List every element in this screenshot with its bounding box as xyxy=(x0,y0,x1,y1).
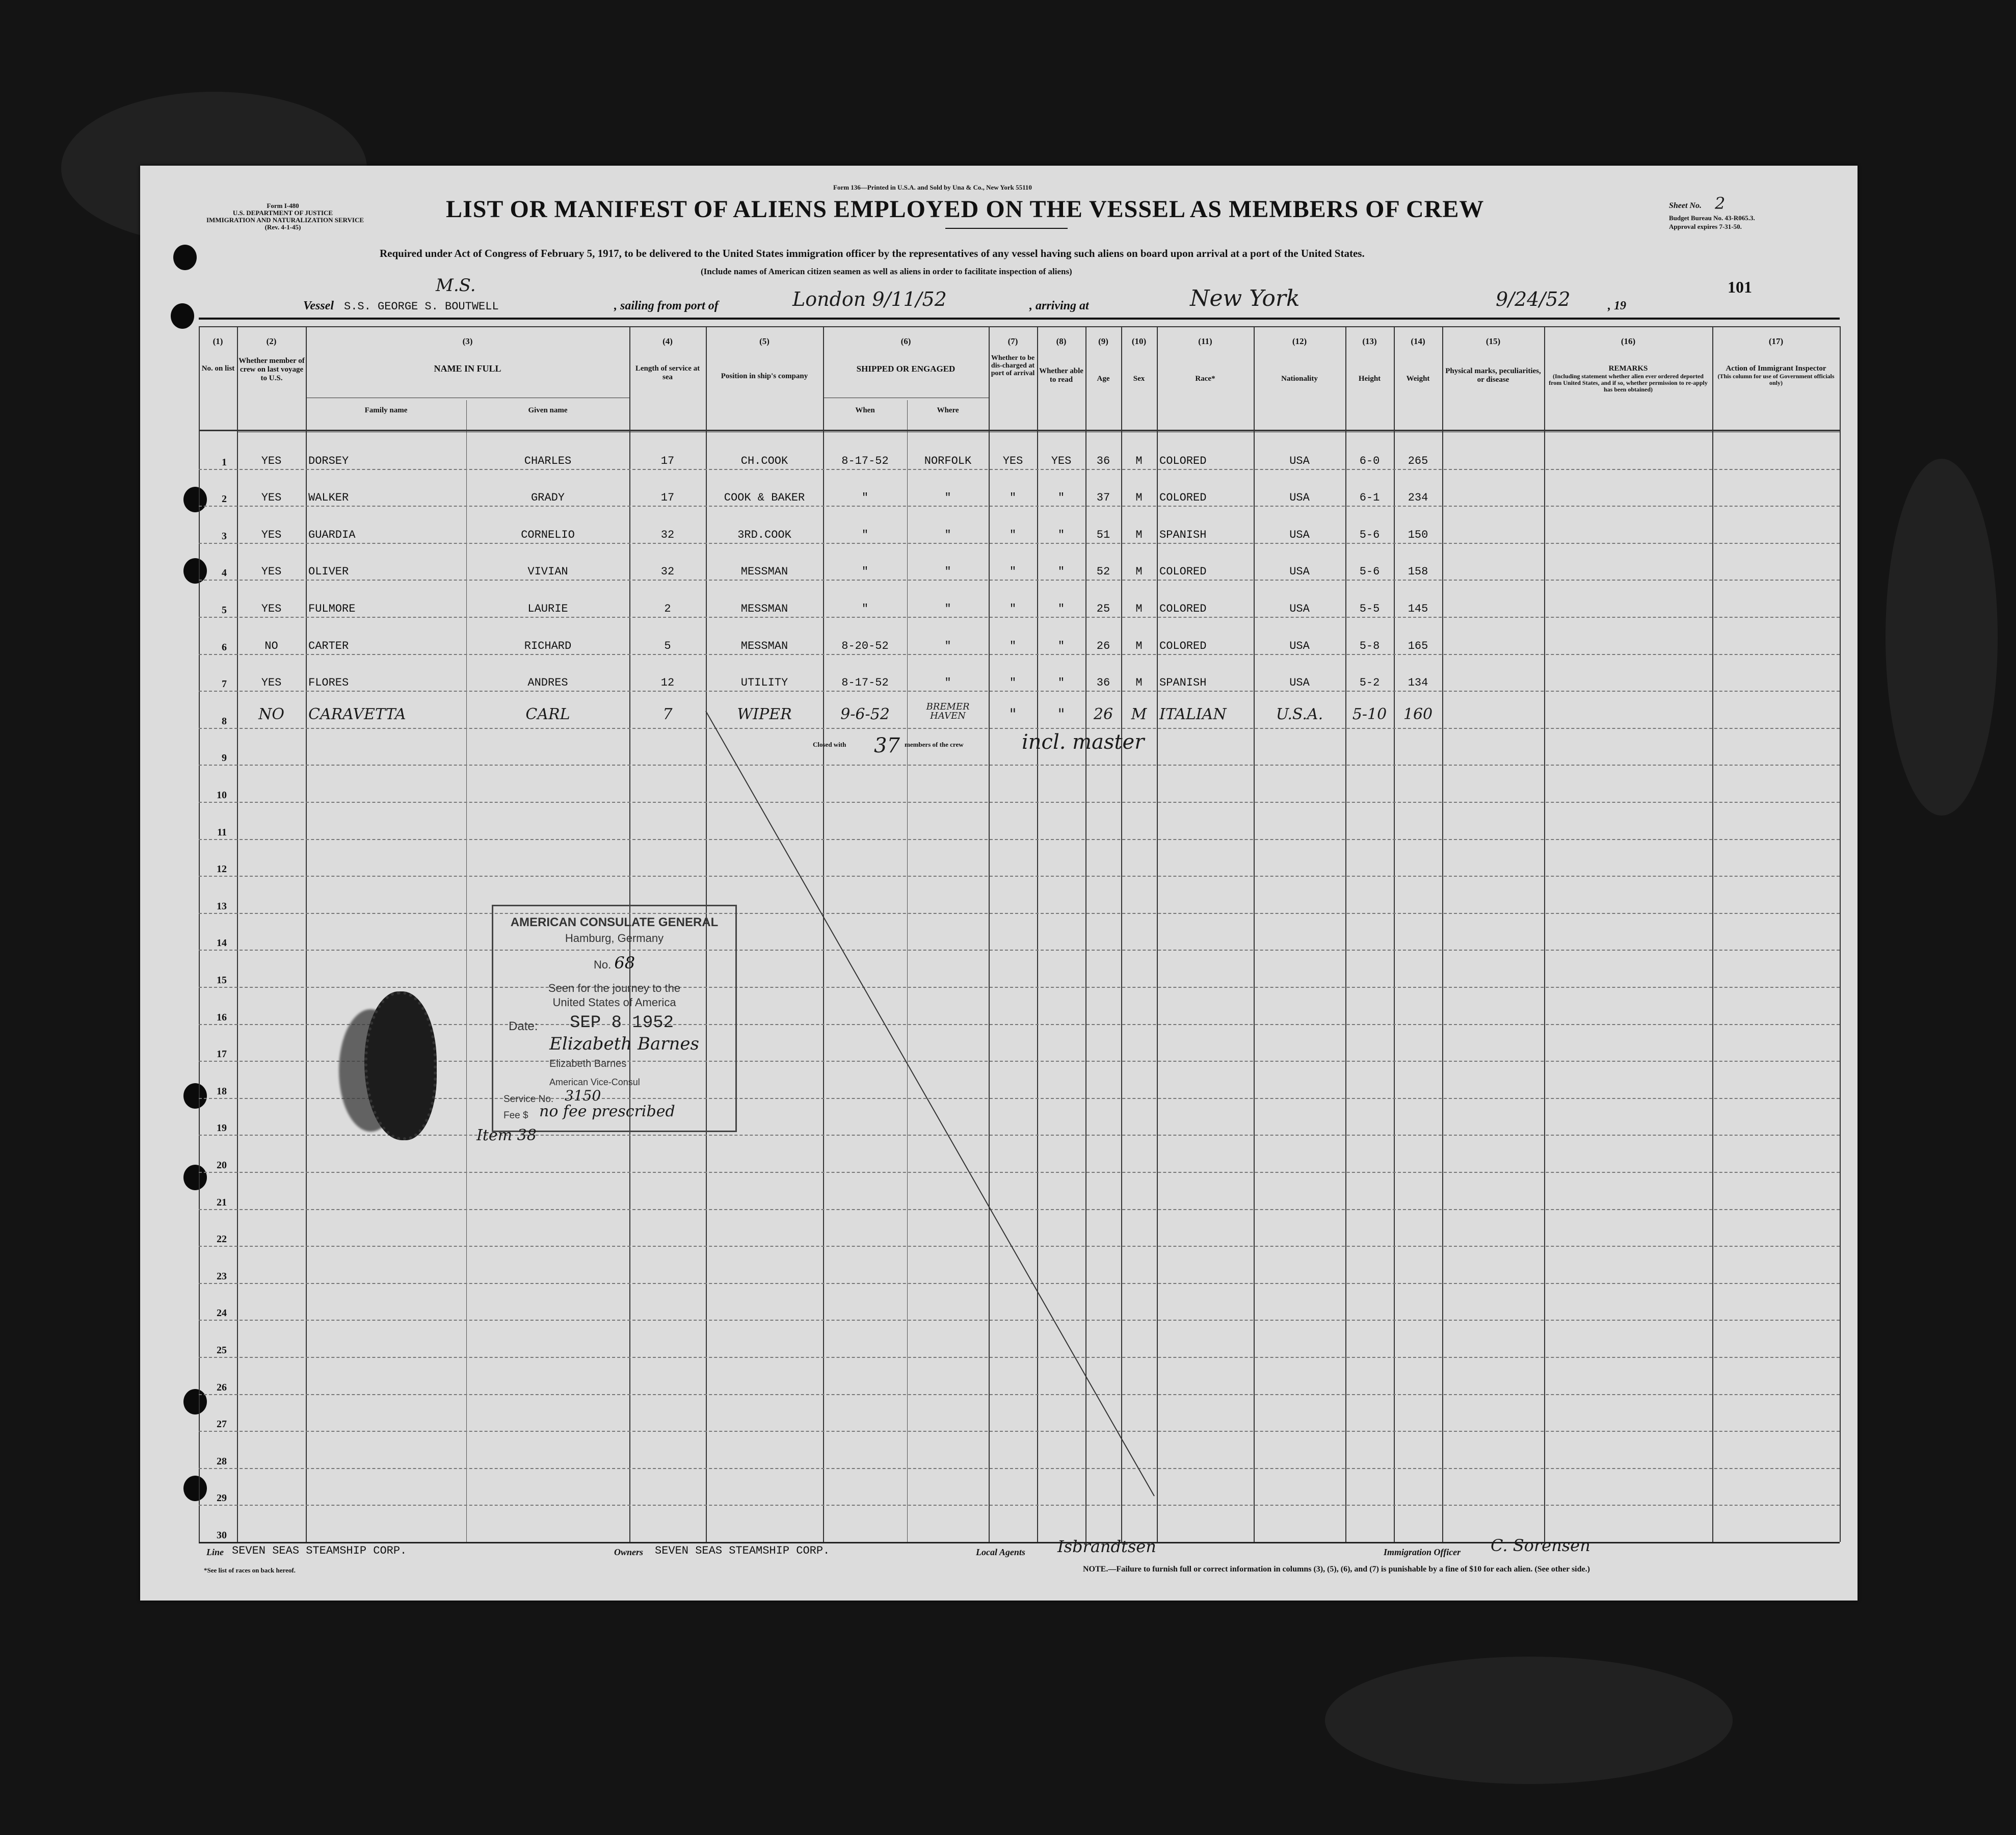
row-number: 2 xyxy=(222,493,227,505)
col-num-12: (12) xyxy=(1292,336,1307,346)
cell-age: 52 xyxy=(1096,565,1110,579)
col-num-8: (8) xyxy=(1056,336,1067,346)
row-number: 17 xyxy=(217,1048,227,1060)
cell-family: DORSEY xyxy=(308,454,349,467)
row-rule xyxy=(199,691,1840,692)
row-number: 15 xyxy=(217,975,227,986)
cell-race: COLORED xyxy=(1159,454,1207,467)
row-number: 26 xyxy=(217,1381,227,1393)
consulate-stamp xyxy=(492,905,737,1132)
cell-discharged: " xyxy=(1009,705,1017,723)
legal-requirement: Required under Act of Congress of February 5, 1917, to be delivered to the United States immigration officer by the representatives of any vessel having such aliens on board upon arrival at a port of the United States. xyxy=(380,247,1365,259)
cell-prev: YES xyxy=(261,565,282,579)
cell-length: 17 xyxy=(660,454,675,467)
hdr-remarks xyxy=(1544,364,1712,393)
row-rule xyxy=(199,506,1840,507)
cell-race: COLORED xyxy=(1159,491,1207,505)
row-number: 21 xyxy=(217,1196,227,1208)
cell-sex: M xyxy=(1135,639,1143,652)
cancel-stroke xyxy=(701,706,1159,1501)
cell-race: SPANISH xyxy=(1159,528,1207,541)
cell-prev: NO xyxy=(264,639,278,652)
cell-given: CHARLES xyxy=(524,454,572,467)
cell-where: " xyxy=(944,565,951,579)
row-rule xyxy=(199,1505,1840,1506)
stamp-no-label: No. xyxy=(593,958,612,971)
footer-line-value: SEVEN SEAS STEAMSHIP CORP. xyxy=(232,1544,407,1557)
cell-read: " xyxy=(1057,705,1065,723)
hdr-name-in-full: NAME IN FULL xyxy=(434,363,501,374)
hdr-weight: Weight xyxy=(1406,375,1430,383)
sailing-label: , sailing from port of xyxy=(614,299,719,312)
row-number: 4 xyxy=(222,567,227,579)
hdr-remarks-note: (Including statement whether alien ever ordered deported from United States, and if so, whether permission to re-apply has been obtained) xyxy=(1549,373,1708,393)
punch-hole xyxy=(173,245,197,270)
hdr-remarks-title: REMARKS xyxy=(1608,364,1648,373)
row-number: 10 xyxy=(217,790,227,801)
cell-read: " xyxy=(1057,565,1065,579)
cell-position: CH.COOK xyxy=(740,454,788,467)
approval-expiry: Approval expires 7-31-50. xyxy=(1669,223,1742,230)
row-number: 18 xyxy=(217,1085,227,1097)
row-number: 19 xyxy=(217,1122,227,1134)
row-number: 24 xyxy=(217,1307,227,1319)
cell-given: ANDRES xyxy=(527,676,568,690)
cell-when: " xyxy=(861,491,869,505)
cell-read: " xyxy=(1057,491,1065,505)
row-number: 23 xyxy=(217,1270,227,1282)
cell-length: 12 xyxy=(660,676,675,690)
cell-length: 17 xyxy=(660,491,675,505)
stamp-usa: United States of America xyxy=(552,996,676,1009)
cell-where: " xyxy=(944,676,951,690)
port-of-departure: London 9/11/52 xyxy=(792,288,947,310)
include-note: (Include names of American citizen seamen as well as aliens in order to facilitate inspection of aliens) xyxy=(701,267,1072,276)
cell-prev: YES xyxy=(261,454,282,467)
cell-nationality: USA xyxy=(1289,491,1310,505)
cell-discharged: " xyxy=(1009,639,1017,652)
footer-penalty-note: NOTE.—Failure to furnish full or correct information in columns (3), (5), (6), and (7) is punishable by a fine of $10 for each alien. (See other side.) xyxy=(1083,1565,1590,1574)
row-number: 5 xyxy=(222,605,227,616)
cell-weight: 160 xyxy=(1403,705,1433,723)
cell-length: 7 xyxy=(662,705,673,723)
row-number: 25 xyxy=(217,1345,227,1356)
hdr-race: Race* xyxy=(1195,375,1215,383)
cell-family: GUARDIA xyxy=(308,528,356,541)
cell-nationality: USA xyxy=(1289,565,1310,579)
col-num-9: (9) xyxy=(1098,336,1108,346)
cell-sex: M xyxy=(1135,602,1143,615)
cell-height: 5-6 xyxy=(1359,528,1380,541)
row-rule xyxy=(199,617,1840,618)
film-texture xyxy=(1325,1657,1733,1784)
row-number: 13 xyxy=(217,900,227,912)
cell-nationality: U.S.A. xyxy=(1276,705,1323,723)
cell-given: VIVIAN xyxy=(527,565,568,579)
cell-weight: 134 xyxy=(1408,676,1428,690)
hdr-sex: Sex xyxy=(1133,375,1145,383)
cell-read: " xyxy=(1057,528,1065,541)
row-number: 28 xyxy=(217,1455,227,1467)
cell-length: 5 xyxy=(664,639,671,652)
stamp-number-row xyxy=(493,953,735,973)
cell-race: COLORED xyxy=(1159,639,1207,652)
cell-height: 5-2 xyxy=(1359,676,1380,690)
row-number: 20 xyxy=(217,1160,227,1171)
cell-given: RICHARD xyxy=(524,639,572,652)
stamp-item: Item 38 xyxy=(476,1126,537,1144)
row-number: 30 xyxy=(217,1530,227,1541)
crew-count: 37 xyxy=(874,734,900,757)
title-underline xyxy=(945,228,1068,229)
stamp-service-label: Service No. xyxy=(503,1094,554,1105)
cell-family: OLIVER xyxy=(308,565,349,579)
cell-sex: M xyxy=(1131,705,1147,723)
cell-when: " xyxy=(861,528,869,541)
cell-discharged: " xyxy=(1009,602,1017,615)
page-number: 101 xyxy=(1728,278,1752,296)
hdr-where: Where xyxy=(937,406,959,414)
footer-agents-label: Local Agents xyxy=(976,1547,1025,1557)
cell-where: " xyxy=(944,528,951,541)
hdr-when: When xyxy=(855,406,875,414)
col-num-3: (3) xyxy=(462,336,473,346)
cell-read: " xyxy=(1057,676,1065,690)
footer-officer-signature: C. Sorensen xyxy=(1491,1536,1590,1555)
cell-position: MESSMAN xyxy=(740,565,788,579)
stamp-date: SEP 8 1952 xyxy=(570,1013,674,1033)
footer-race-note: *See list of races on back hereof. xyxy=(204,1566,296,1574)
cell-read: " xyxy=(1057,639,1065,652)
sheet-label: Sheet No. xyxy=(1669,201,1702,210)
sheet-number: 2 xyxy=(1715,194,1726,213)
cell-nationality: USA xyxy=(1289,639,1310,652)
row-rule xyxy=(199,654,1840,655)
cell-when: 8-17-52 xyxy=(841,454,889,467)
cell-where: " xyxy=(944,602,951,615)
vessel-type-handwritten: M.S. xyxy=(436,275,476,296)
cell-when: " xyxy=(861,602,869,615)
cell-height: 6-1 xyxy=(1359,491,1380,505)
col-num-15: (15) xyxy=(1486,336,1501,346)
stamp-no: 68 xyxy=(614,953,635,973)
stamp-consul-name: Elizabeth Barnes xyxy=(549,1058,627,1069)
col-num-5: (5) xyxy=(759,336,770,346)
cell-sex: M xyxy=(1135,454,1143,467)
vessel-label: Vessel xyxy=(303,299,334,312)
cell-position: MESSMAN xyxy=(740,639,788,652)
col-num-14: (14) xyxy=(1411,336,1425,346)
row-number: 1 xyxy=(222,456,227,468)
hdr-able-to-read: Whether able to read xyxy=(1039,367,1083,384)
film-texture xyxy=(1886,459,1998,816)
cell-when: 8-20-52 xyxy=(841,639,889,652)
footer-line-label: Line xyxy=(206,1547,224,1557)
stamp-consul-title: American Vice-Consul xyxy=(549,1077,640,1087)
cell-discharged: " xyxy=(1009,676,1017,690)
row-number: 16 xyxy=(217,1011,227,1023)
cell-weight: 234 xyxy=(1408,491,1428,505)
cell-age: 26 xyxy=(1093,705,1113,723)
cell-age: 25 xyxy=(1096,602,1110,615)
cell-discharged: " xyxy=(1009,491,1017,505)
hdr-given-name: Given name xyxy=(528,406,568,414)
hdr-no-on-list: No. on list xyxy=(201,364,235,373)
row-number: 12 xyxy=(217,863,227,875)
cell-family: CARAVETTA xyxy=(308,705,406,723)
port-of-arrival: New York xyxy=(1190,285,1300,311)
col-num-6: (6) xyxy=(900,336,911,346)
cell-when: " xyxy=(861,565,869,579)
vessel-name: S.S. GEORGE S. BOUTWELL xyxy=(344,300,499,313)
cell-height: 5-10 xyxy=(1352,705,1387,723)
cell-read: YES xyxy=(1051,454,1072,467)
budget-bureau: Budget Bureau No. 43-R065.3. xyxy=(1669,214,1755,222)
row-number: 11 xyxy=(217,826,227,838)
hdr-family-name: Family name xyxy=(364,406,408,414)
cell-race: SPANISH xyxy=(1159,676,1207,690)
cell-sex: M xyxy=(1135,676,1143,690)
hdr-action-title: Action of Immigrant Inspector xyxy=(1726,364,1826,373)
cell-given: CARL xyxy=(525,705,570,723)
cell-height: 6-0 xyxy=(1359,454,1380,467)
cell-family: FULMORE xyxy=(308,602,356,615)
stamp-fee-label: Fee $ xyxy=(503,1110,528,1121)
stamp-city: Hamburg, Germany xyxy=(565,932,664,945)
cell-read: " xyxy=(1057,602,1065,615)
hdr-member-prev: Whether member of crew on last voyage to U.S. xyxy=(238,357,305,382)
cell-prev: YES xyxy=(261,676,282,690)
cell-age: 37 xyxy=(1096,491,1110,505)
cell-position: UTILITY xyxy=(740,676,788,690)
hdr-length-service: Length of service at sea xyxy=(635,364,700,381)
page-title: LIST OR MANIFEST OF ALIENS EMPLOYED ON THE VESSEL AS MEMBERS OF CREW xyxy=(446,196,1484,223)
form-number: Form I-480 xyxy=(267,202,299,209)
cell-race: ITALIAN xyxy=(1159,705,1227,723)
cell-nationality: USA xyxy=(1289,676,1310,690)
cell-given: GRADY xyxy=(530,491,565,505)
closed-with-label: Closed with xyxy=(813,741,846,748)
row-number: 8 xyxy=(222,715,227,727)
col-num-10: (10) xyxy=(1131,336,1147,346)
printer-note: Form 136—Printed in U.S.A. and Sold by Una & Co., New York 55110 xyxy=(833,184,1032,191)
cell-position: WIPER xyxy=(737,705,792,723)
footer-agents-signature: Isbrandtsen xyxy=(1057,1537,1156,1556)
row-number: 3 xyxy=(222,530,227,542)
row-rule xyxy=(199,580,1840,581)
hdr-shipped: SHIPPED OR ENGAGED xyxy=(856,364,956,374)
cell-age: 51 xyxy=(1096,528,1110,541)
cell-given: LAURIE xyxy=(527,602,568,615)
row-number: 27 xyxy=(217,1419,227,1430)
row-number: 7 xyxy=(222,678,227,690)
cell-family: FLORES xyxy=(308,676,349,690)
stamp-date-label: Date: xyxy=(509,1019,538,1033)
department: U.S. DEPARTMENT OF JUSTICE xyxy=(232,209,333,217)
cell-race: COLORED xyxy=(1159,565,1207,579)
stamp-seen-for: Seen for the journey to the xyxy=(548,982,681,994)
row-rule xyxy=(199,469,1840,470)
consul-signature: Elizabeth Barnes xyxy=(549,1034,699,1054)
cell-discharged: " xyxy=(1009,565,1017,579)
cell-position: MESSMAN xyxy=(740,602,788,615)
hdr-action-note: (This column for use of Government officials only) xyxy=(1717,373,1835,386)
cell-family: CARTER xyxy=(308,639,349,652)
cell-length: 2 xyxy=(664,602,671,615)
row-number: 29 xyxy=(217,1492,227,1504)
row-number: 22 xyxy=(217,1234,227,1245)
row-number: 6 xyxy=(222,641,227,653)
cell-prev: YES xyxy=(261,491,282,505)
cell-age: 36 xyxy=(1096,454,1110,467)
col-num-17: (17) xyxy=(1768,336,1784,346)
year-label: , 19 xyxy=(1608,299,1626,312)
manifest-sheet xyxy=(140,166,1858,1601)
cell-weight: 265 xyxy=(1408,454,1428,467)
footer-owners-value: SEVEN SEAS STEAMSHIP CORP. xyxy=(655,1544,830,1557)
cell-nationality: USA xyxy=(1289,602,1310,615)
hdr-height: Height xyxy=(1358,375,1381,383)
stamp-fee: no fee prescribed xyxy=(539,1103,675,1120)
cell-where: BREMER HAVEN xyxy=(926,701,970,721)
hdr-discharged: Whether to be dis-charged at port of arrival xyxy=(991,354,1035,377)
footer-owners-label: Owners xyxy=(614,1547,644,1557)
cell-weight: 145 xyxy=(1408,602,1428,615)
cell-position: 3RD.COOK xyxy=(737,528,791,541)
col-num-7: (7) xyxy=(1007,336,1018,346)
cell-nationality: USA xyxy=(1289,528,1310,541)
incl-master-note: incl. master xyxy=(1022,730,1145,754)
cell-height: 5-6 xyxy=(1359,565,1380,579)
stamp-service-no: 3150 xyxy=(565,1087,601,1104)
cell-given: CORNELIO xyxy=(521,528,575,541)
service-name: IMMIGRATION AND NATURALIZATION SERVICE xyxy=(206,216,364,224)
cell-sex: M xyxy=(1135,491,1143,505)
cell-family: WALKER xyxy=(308,491,349,505)
cell-weight: 158 xyxy=(1408,565,1428,579)
hdr-position: Position in ship's company xyxy=(721,372,808,380)
arriving-label: , arriving at xyxy=(1029,299,1089,312)
cell-discharged: " xyxy=(1009,528,1017,541)
cell-length: 32 xyxy=(660,528,675,541)
cell-weight: 165 xyxy=(1408,639,1428,652)
cell-discharged: YES xyxy=(1002,454,1023,467)
cell-when: 9-6-52 xyxy=(840,705,890,723)
footer-officer-label: Immigration Officer xyxy=(1384,1547,1461,1557)
hdr-action xyxy=(1715,364,1837,386)
form-id-block xyxy=(206,202,364,231)
cell-nationality: USA xyxy=(1289,454,1310,467)
cell-height: 5-8 xyxy=(1359,639,1380,652)
col-num-4: (4) xyxy=(662,336,673,346)
stamp-consulate: AMERICAN CONSULATE GENERAL xyxy=(510,915,719,929)
cell-sex: M xyxy=(1135,565,1143,579)
vessel-rule xyxy=(199,318,1840,320)
punch-hole xyxy=(171,303,194,329)
cell-race: COLORED xyxy=(1159,602,1207,615)
cell-length: 32 xyxy=(660,565,675,579)
cell-position: COOK & BAKER xyxy=(724,491,805,505)
arrival-date: 9/24/52 xyxy=(1496,288,1571,310)
members-label: members of the crew xyxy=(905,741,964,748)
col-num-11: (11) xyxy=(1198,336,1212,346)
cell-prev: YES xyxy=(261,528,282,541)
row-number: 14 xyxy=(217,937,227,949)
col-num-13: (13) xyxy=(1362,336,1377,346)
cell-where: NORFOLK xyxy=(924,454,972,467)
cell-height: 5-5 xyxy=(1359,602,1380,615)
hdr-physical-marks: Physical marks, peculiarities, or disease xyxy=(1445,367,1541,384)
cell-when: 8-17-52 xyxy=(841,676,889,690)
col-num-2: (2) xyxy=(266,336,277,346)
cell-prev: NO xyxy=(258,705,284,723)
row-rule xyxy=(199,543,1840,544)
hdr-age: Age xyxy=(1097,375,1110,383)
cell-where: " xyxy=(944,491,951,505)
cell-age: 36 xyxy=(1096,676,1110,690)
cell-sex: M xyxy=(1135,528,1143,541)
row-number: 9 xyxy=(222,752,227,764)
cell-age: 26 xyxy=(1096,639,1110,652)
cell-prev: YES xyxy=(261,602,282,615)
col-num-1: (1) xyxy=(213,336,223,346)
cell-where: " xyxy=(944,639,951,652)
col-num-16: (16) xyxy=(1621,336,1636,346)
embossed-seal xyxy=(364,991,437,1140)
cell-weight: 150 xyxy=(1408,528,1428,541)
hdr-nationality: Nationality xyxy=(1281,375,1318,383)
revision: (Rev. 4-1-45) xyxy=(264,223,301,231)
